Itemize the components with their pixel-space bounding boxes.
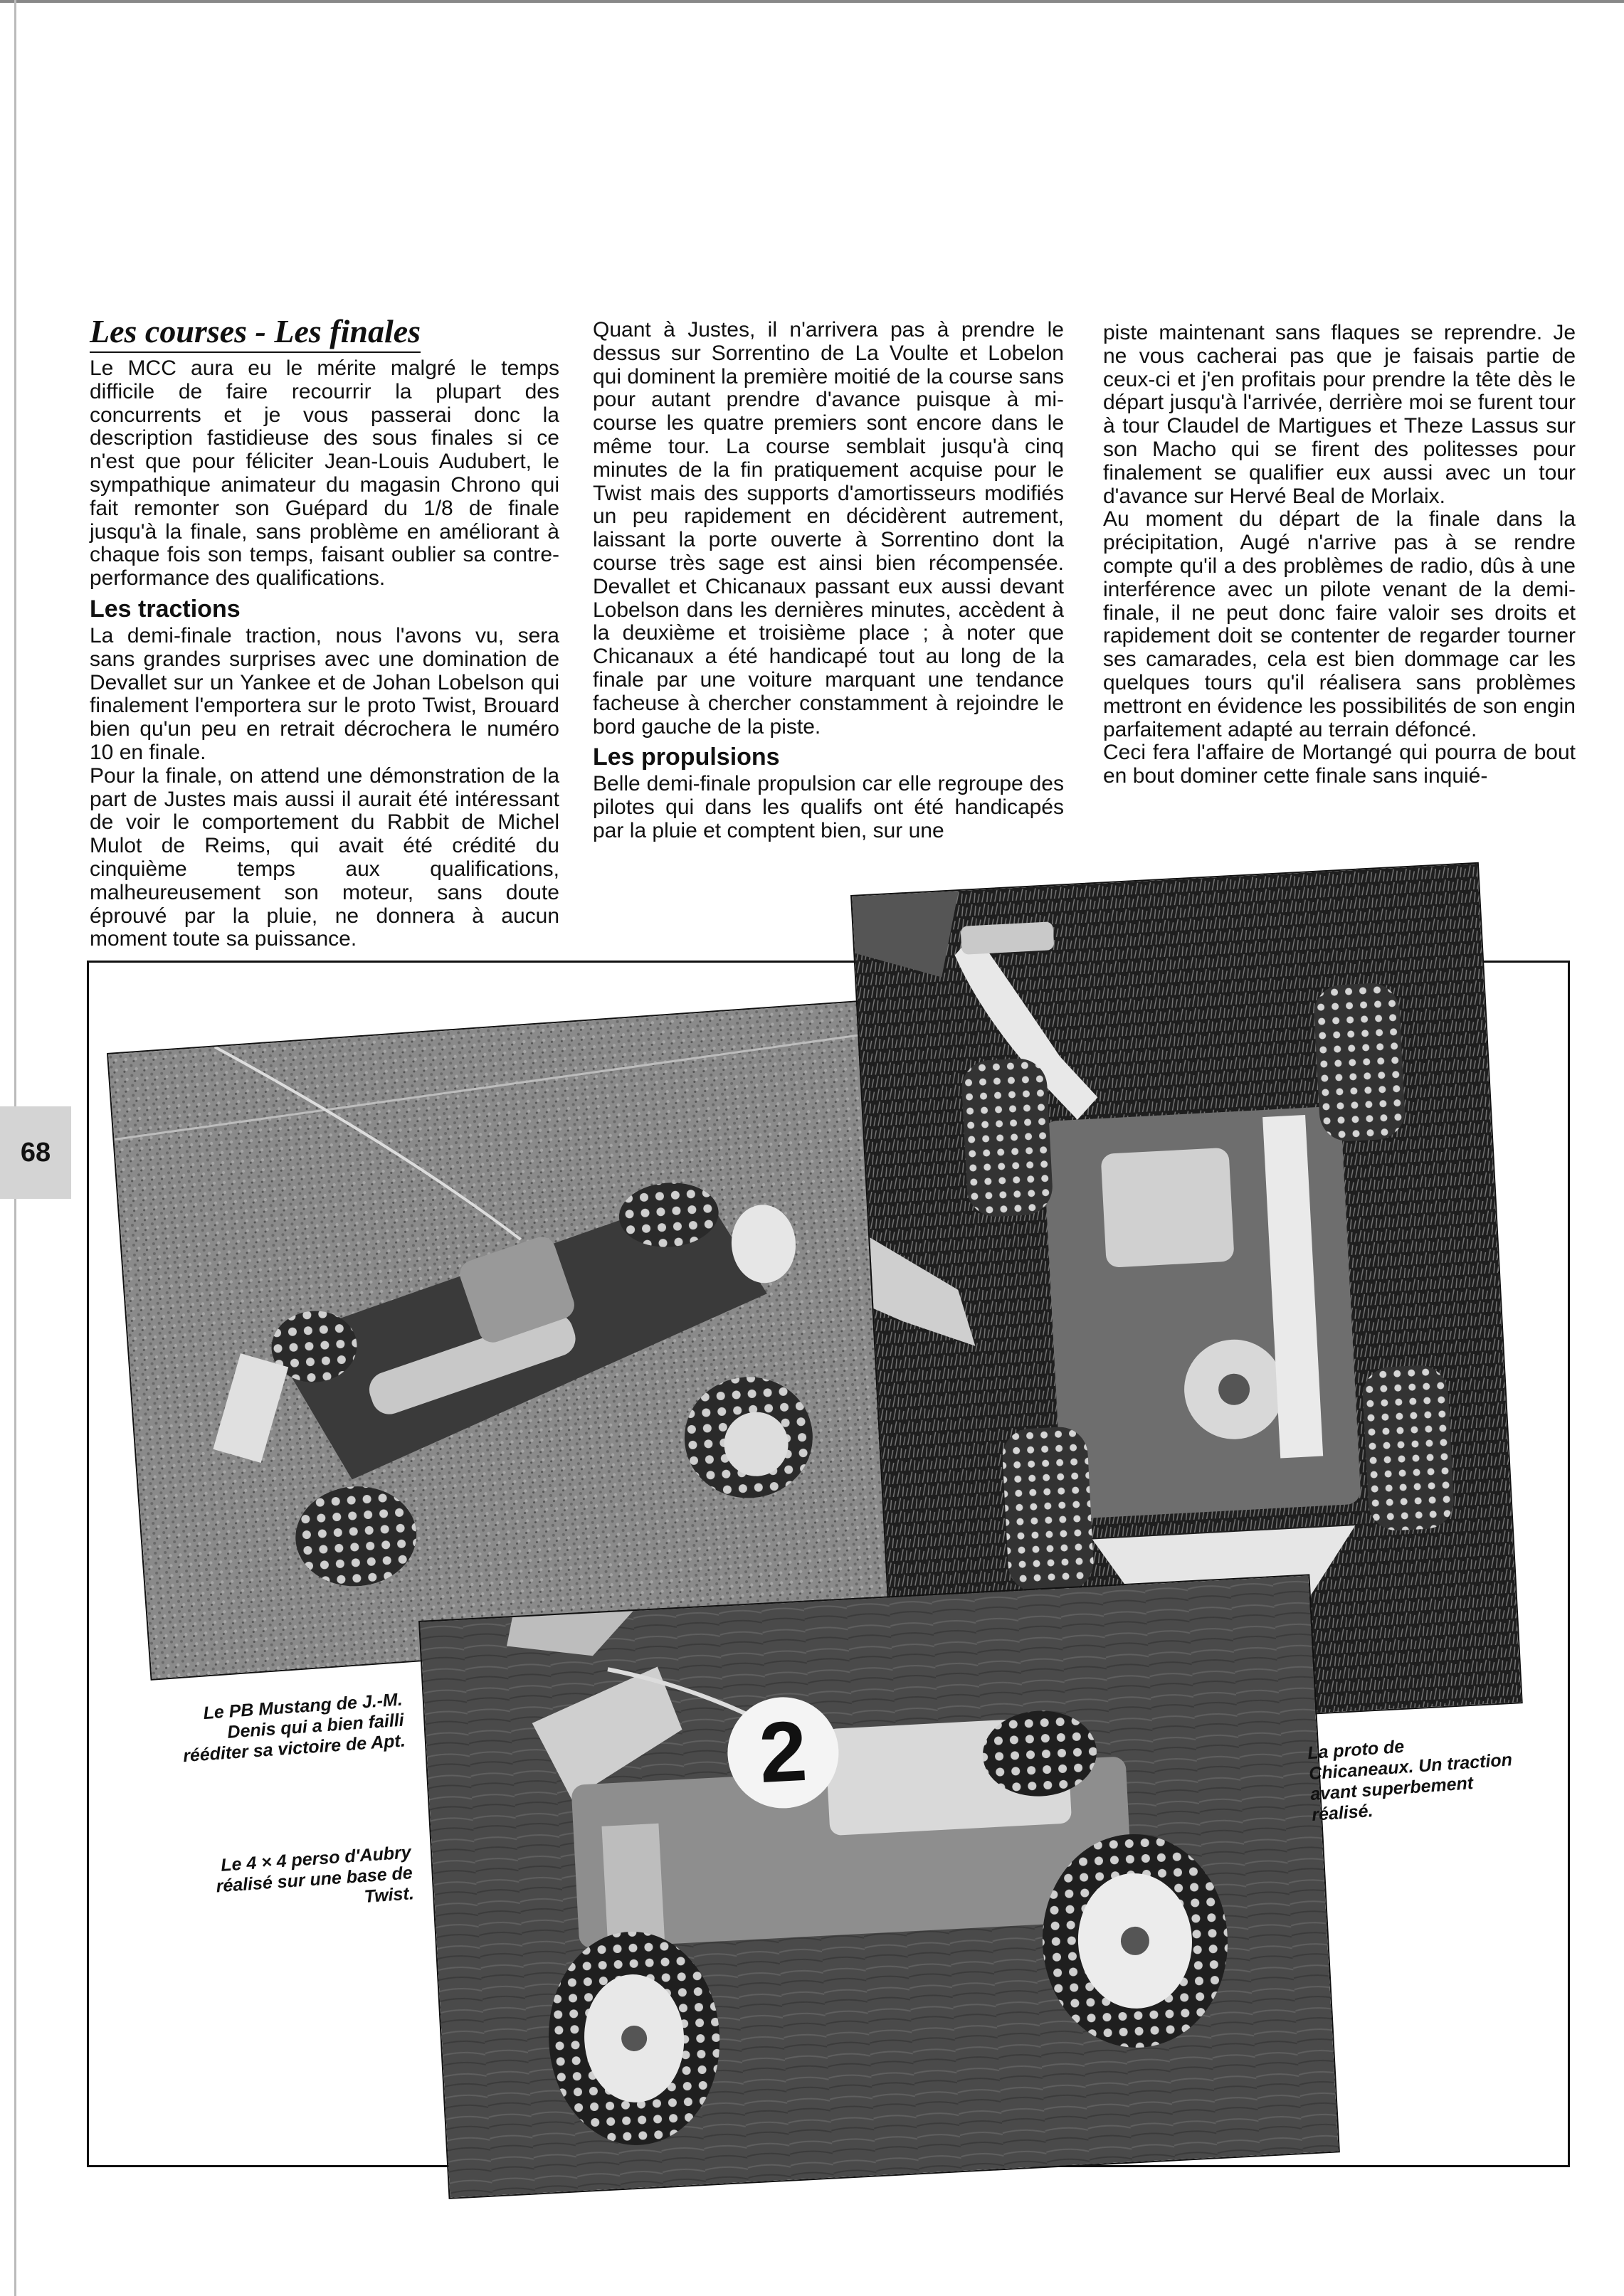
rc-buggy-illustration (108, 998, 969, 1679)
page-top-edge (0, 0, 1624, 3)
caption-4x4-aubry: Le 4 × 4 perso d'Aubry réalisé sur une base de Twist. (215, 1842, 415, 1907)
section-heading-propulsions: Les propulsions (593, 744, 780, 771)
article-column-3 (1103, 322, 1576, 788)
paragraph: Pour la finale, on attend une démonstration de la part de Justes mais aussi il aurait été intéressant de voir le comportement du Rabbit de Michel Mulot de Reims, qui avait été crédité du cinquième temps aux qualifications, malheureusement son moteur, sans doute éprouvé par la pluie, ne donnera à aucun moment toute sa puissance. (90, 763, 559, 951)
page-number: 68 (0, 1106, 71, 1199)
paragraph: Quant à Justes, il n'arrivera pas à prendre le dessus sur Sorrentino de La Voulte et Lobelon qui dominent la première moitié de la course sans pour autant prendre d'avance puisque à mi-course les quatre premiers sont encore dans le même tour. La course semblait jusqu'à cinq minutes de la fin pratiquement acquise pour le Twist mais des supports d'amortisseurs modifiés un peu rapidement en décidèrent autrement, laissant la porte ouverte à Sorrentino dont la course très sage est ainsi bien récompensée. Devallet et Chicanaux passant eux aussi devant Lobelson dans les dernières minutes, accèdent à la deuxième et troisième place ; à noter que Chicanaux a été handicapé tout au long de la finale par une voiture marquant une tendance facheuse à chercher constamment à rejoindre le bord gauche de la piste. (593, 318, 1065, 739)
rc-4x4-illustration (420, 1575, 1339, 2197)
article-title: Les courses - Les finales (90, 313, 421, 353)
paragraph: Ceci fera l'affaire de Mortangé qui pourra de bout en bout dominer cette finale sans inquié- (1103, 741, 1576, 788)
photo-pb-mustang (107, 996, 970, 1681)
paragraph: La demi-finale traction, nous l'avons vu, sera sans grandes surprises avec une domination de Devallet sur un Yankee et de Johan Lobelson qui finalement l'emportera sur le proto Twist, Brouard bien qu'un peu en retrait décrochera le numéro 10 en finale. (90, 623, 559, 764)
section-heading-tractions: Les tractions (90, 595, 241, 623)
photo-4x4-aubry (418, 1574, 1340, 2199)
paragraph: Au moment du départ de la finale dans la précipitation, Augé n'arrive pas à se rendre compte qu'il a des problèmes de radio, dûs à une interférence avec un pilote venant de la demi-finale, il ne peut donc faire valoir ses droits et rapidement doit se contenter de regarder tourner ses camarades, cela est bien dommage car les quelques tours qu'il réalisera sans problèmes mettront en évidence les possibilités de son engin parfaitement adapté au terrain défoncé. (1103, 507, 1576, 741)
paragraph: piste maintenant sans flaques se reprendre. Je ne vous cacherai pas que je faisais partie de ceux-ci et j'en profitais pour prendre la tête dès le départ jusqu'à l'arrivée, derrière moi se furent tour à tour Claudel de Martigues et Theze Lassus sur son Macho qui se firent des politesses pour finalement se qualifier eux aussi avec un tour d'avance sur Hervé Beal de Morlaix. (1103, 321, 1576, 508)
article-column-1 (90, 313, 559, 951)
paragraph: Belle demi-finale propulsion car elle regroupe des pilotes qui dans les qualifs ont été handicapés par la pluie et comptent bien, sur une (593, 772, 1064, 842)
car-number: 2 (756, 1703, 810, 1802)
caption-pb-mustang: Le PB Mustang de J.-M. Denis qui a bien failli rééditer sa victoire de Apt. (182, 1689, 406, 1767)
article-column-2 (593, 319, 1064, 843)
caption-proto-chicaneaux: La proto de Chicaneaux. Un traction avant superbement réalisé. (1307, 1736, 1513, 1825)
paragraph: Le MCC aura eu le mérite malgré le temps difficile de faire recourrir la plupart des concurrents et je vous passerai donc la description fastidieuse des sous finales si ce n'est que pour féliciter Jean-Louis Audubert, le sympathique animateur du magasin Chrono qui fait remonter son Guépard du 1/8 de finale jusqu'à la finale, sans problème en améliorant à chaque fois son temps, faisant oublier sa contre-performance des qualifications. (90, 356, 559, 591)
